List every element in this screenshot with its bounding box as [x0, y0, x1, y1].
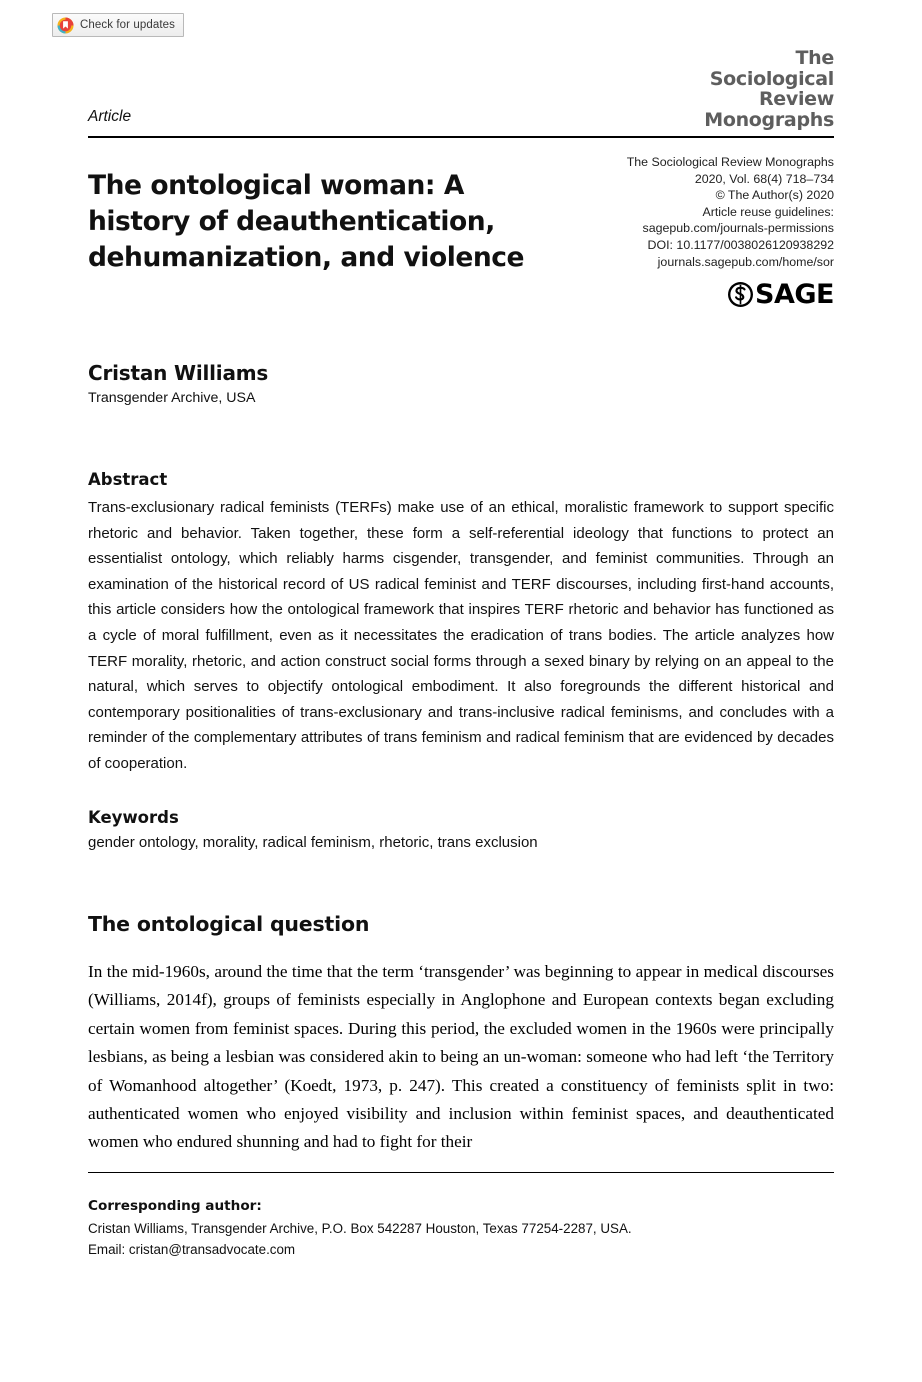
keywords-heading: Keywords — [88, 808, 179, 827]
journal-logo-line-4: Monographs — [704, 108, 834, 131]
corresponding-author-note — [88, 1196, 834, 1261]
footnote-address: Cristan Williams, Transgender Archive, P.O. Box 542287 Houston, Texas 77254-2287, USA. — [88, 1220, 632, 1236]
check-for-updates-label: Check for updates — [80, 19, 176, 31]
meta-homepage-link[interactable]: journals.sagepub.com/home/sor — [657, 254, 834, 269]
meta-copyright: © The Author(s) 2020 — [715, 188, 834, 203]
journal-logo-line-1: The — [795, 47, 834, 69]
meta-volume-pages: 2020, Vol. 68(4) 718–734 — [694, 171, 834, 186]
author-affiliation: Transgender Archive, USA — [88, 390, 256, 406]
header-divider — [88, 136, 834, 138]
journal-logo — [88, 48, 834, 130]
article-metadata — [520, 154, 834, 270]
meta-permissions-link[interactable]: sagepub.com/journals-permissions — [642, 221, 834, 236]
keywords-text: gender ontology, morality, radical feminism, rhetoric, trans exclusion — [88, 834, 538, 851]
crossmark-icon — [57, 17, 74, 34]
section-paragraph: In the mid-1960s, around the time that the term ‘transgender’ was beginning to appear in medical discourses (Williams, 2014f), groups of feminists especially in Anglophone and European contexts began excluding certain women from feminist spaces. During this period, the excluded women in the 1960s were principally lesbians, as being a lesbian was considered akin to being an un-woman: someone who had left ‘the Territory of Womanhood altogether’ (Koedt, 1973, p. 247). This created a constituency of feminists split in two: authenticated women who enjoyed visibility and inclusion within feminist spaces, and deauthenticated women who endured shunning and had to fight for their — [88, 962, 834, 1152]
footnote-email[interactable]: Email: cristan@transadvocate.com — [88, 1242, 296, 1257]
sage-logo — [700, 281, 834, 308]
meta-journal-name: The Sociological Review Monographs — [626, 155, 834, 169]
section-heading: The ontological question — [88, 912, 370, 936]
sage-circle-s-icon — [727, 281, 754, 308]
journal-logo-line-2: Sociological — [709, 67, 834, 90]
footnote-divider — [88, 1172, 834, 1173]
page-title: The ontological woman: A history of deauthentication, dehumanization, and violence — [88, 170, 525, 273]
sage-wordmark: SAGE — [755, 279, 834, 310]
abstract-heading: Abstract — [88, 470, 168, 489]
meta-doi[interactable]: DOI: 10.1177/0038026120938292 — [647, 237, 834, 252]
journal-logo-line-3: Review — [758, 88, 834, 110]
abstract-text: Trans-exclusionary radical feminists (TERFs) make use of an ethical, moralistic framework to support specific rhetoric and behavior. Taken together, these form a self-referential ideology that functions to protect an essentialist ontology, which reliably harms cisgender, transgender, and feminist communities. Through an examination of the historical record of US radical feminist and TERF discourses, including first-hand accounts, this article considers how the ontological framework that inspires TERF rhetoric and behavior has functioned as a cycle of moral fulfillment, even as it necessitates the eradication of trans bodies. The article analyzes how TERF morality, rhetoric, and action construct social forms through a sexed binary by relying on an appeal to the natural, which serves to objectify ontological embodiment. It also foregrounds the different historical and contemporary positionalities of trans-exclusionary and trans-inclusive radical feminisms, and concludes with a reminder of the complementary attributes of trans feminism and radical feminism that are evidenced by decades of cooperation. — [88, 499, 834, 772]
author-name: Cristan Williams — [88, 361, 269, 385]
meta-reuse-guidelines: Article reuse guidelines: — [702, 204, 834, 219]
footnote-heading: Corresponding author: — [88, 1198, 262, 1214]
check-for-updates-badge[interactable] — [52, 13, 184, 37]
article-type-label: Article — [88, 108, 132, 125]
